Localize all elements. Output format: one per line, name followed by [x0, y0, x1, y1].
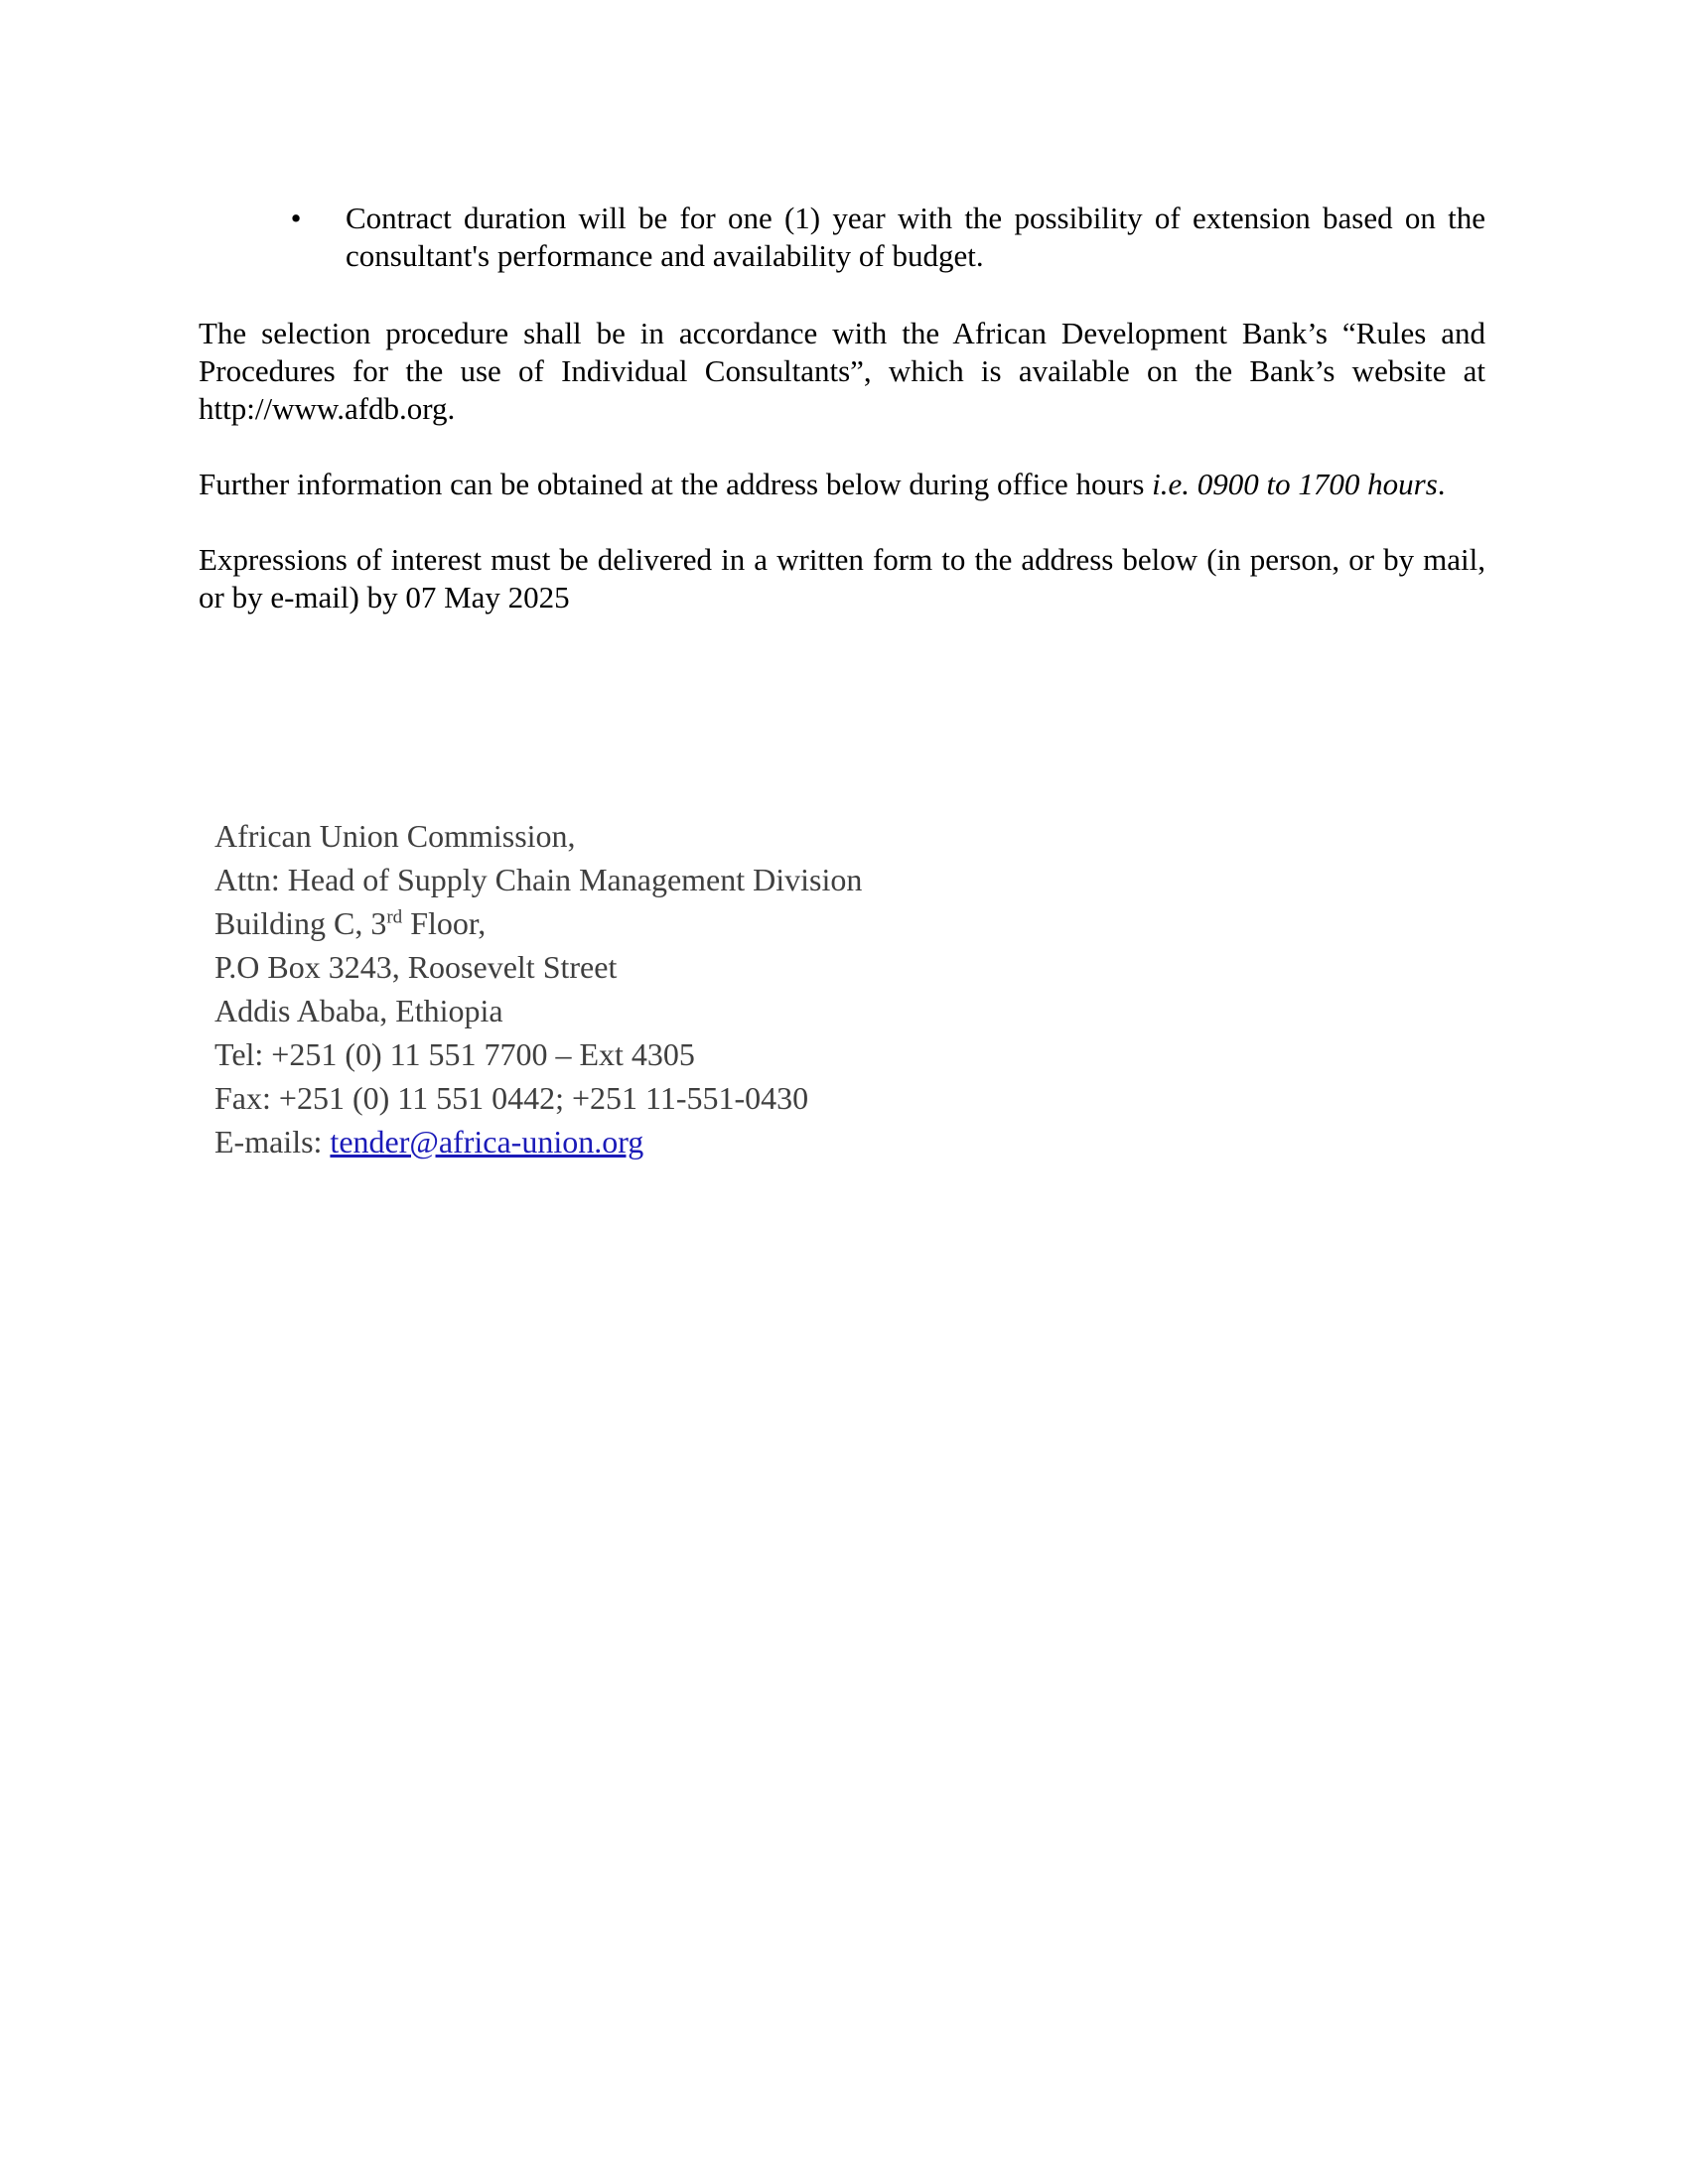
further-information-paragraph: [199, 466, 1485, 503]
address-building: [214, 901, 1108, 945]
address-organization: African Union Commission,: [214, 818, 576, 854]
office-hours-text: i.e. 0900 to 1700 hours: [1152, 467, 1438, 501]
building-text: Building C, 3: [214, 905, 387, 941]
address-telephone: Tel: +251 (0) 11 551 7700 – Ext 4305: [214, 1036, 695, 1072]
contact-address-block: [214, 814, 1108, 1163]
address-fax: Fax: +251 (0) 11 551 0442; +251 11-551-0430: [214, 1080, 809, 1116]
floor-text: Floor,: [402, 905, 487, 941]
floor-ordinal-suffix: rd: [386, 906, 403, 928]
further-info-text: Further information can be obtained at the address below during office hours: [199, 467, 1153, 501]
bullet-text: Contract duration will be for one (1) year with the possibility of extension based on the consultant's performance and availability of budget.: [346, 201, 1485, 273]
email-label: E-mails:: [214, 1124, 331, 1160]
list-item: [199, 200, 1485, 275]
selection-procedure-paragraph: The selection procedure shall be in accordance with the African Development Bank’s “Rules and Procedures for the use of Individual Consultants”, which is available on the Bank’s website at http://www.afdb.org.: [199, 316, 1485, 426]
address-email: [214, 1120, 1108, 1163]
address-city: Addis Ababa, Ethiopia: [214, 993, 503, 1028]
further-info-period: .: [1437, 467, 1446, 501]
address-po-box: P.O Box 3243, Roosevelt Street: [214, 949, 618, 985]
address-attention: Attn: Head of Supply Chain Management Division: [214, 862, 863, 897]
email-link[interactable]: tender@africa-union.org: [330, 1124, 644, 1160]
expressions-of-interest-paragraph: Expressions of interest must be delivered in a written form to the address below (in person, or by mail, or by e-mail) by 07 May 2025: [199, 542, 1485, 614]
bullet-icon: •: [290, 201, 302, 235]
bullet-list: [199, 200, 1485, 275]
